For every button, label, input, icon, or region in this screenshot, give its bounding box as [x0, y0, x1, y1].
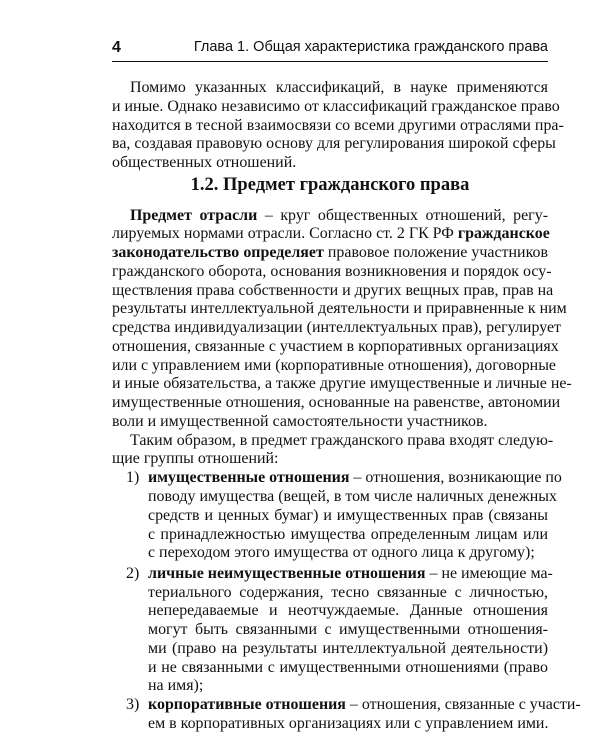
text-line: щие группы отношений:	[112, 450, 279, 468]
text-line: общественных отношений.	[112, 154, 297, 172]
term-bold: законодательство определяет	[112, 244, 324, 262]
term-bold: гражданское	[457, 225, 550, 243]
text-line: могут быть связанными с имущественными отношения-	[148, 621, 548, 639]
text-line: личные неимущественные отношения – не имеющие ма-	[148, 564, 553, 582]
text-line: ем в корпоративных организациях или с управлением ими.	[148, 715, 549, 732]
text-line: поводу имущества (вещей, в том числе наличных денежных	[148, 487, 557, 505]
text-line: законодательство определяет правовое положение участников	[112, 244, 549, 262]
text-line: непередаваемые и неотчуждаемые. Данные отношения	[148, 602, 548, 620]
text-line: на имя);	[148, 677, 204, 695]
text-line: ва, создавая правовую основу для регулирования широкой сферы	[112, 135, 556, 153]
text-line: с переходом этого имущества от одного лица к другому);	[148, 544, 535, 562]
text-line: средств и ценных бумаг) и имущественных прав (связаны	[148, 506, 548, 524]
text-line: гражданского оборота, основания возникновения и порядок осу-	[112, 262, 552, 280]
text-line: отношения, связанные с участием в корпоративных организациях	[112, 337, 559, 355]
text-line: корпоративные отношения – отношения, связанные с участи-	[148, 696, 581, 714]
text-line: с принадлежностью имущества определенным лицам или	[148, 525, 548, 543]
text-line: Таким образом, в предмет гражданского права входят следую-	[130, 431, 554, 449]
term-bold: имущественные отношения	[148, 469, 350, 487]
page-number: 4	[112, 39, 121, 56]
list-number: 2)	[126, 564, 140, 582]
text-line: воли и имущественной самостоятельности участников.	[112, 412, 488, 430]
text-line: и иные. Однако независимо от классификаций гражданское право	[112, 97, 560, 115]
list-number: 1)	[126, 469, 140, 487]
text-line: имущественные отношения, основанные на равенстве, автономии	[112, 394, 561, 412]
text-line: лируемых нормами отрасли. Согласно ст. 2 ГК РФ гражданское	[112, 225, 550, 243]
section-heading: 1.2. Предмет гражданского права	[190, 174, 470, 195]
text-line: находится в тесной взаимосвязи со всеми другими отраслями пра-	[112, 116, 564, 134]
text-line: ществления права собственности и других вещных прав, прав на	[112, 281, 554, 299]
text-line: результаты интеллектуальной деятельности и приравненные к ним	[112, 300, 567, 318]
list-number: 3)	[126, 696, 140, 714]
text-line: и не связанными с имущественными отношениями (право	[148, 658, 548, 676]
page-header	[112, 37, 548, 62]
term-bold: личные неимущественные отношения	[148, 564, 426, 582]
text-line: ми (право на результаты интеллектуальной деятельности)	[148, 639, 548, 657]
text-line: имущественные отношения – отношения, возникающие по	[148, 469, 562, 487]
term-bold: корпоративные отношения	[148, 696, 346, 714]
text-line: средства индивидуализации (интеллектуальных прав), регулирует	[112, 319, 561, 337]
text-line: Помимо указанных классификаций, в науке применяются	[130, 79, 548, 96]
text-line: териального содержания, тесно связанные с личностью,	[148, 583, 548, 601]
term-bold: Предмет отрасли	[130, 206, 258, 224]
text-line: или с управлением ими (корпоративные отношения), договорные	[112, 356, 556, 374]
text-line: Предмет отрасли – круг общественных отношений, регу-	[130, 206, 548, 224]
running-title: Глава 1. Общая характеристика гражданского права	[193, 39, 548, 55]
text-line: и иные обязательства, а также другие имущественные и личные не-	[112, 375, 572, 393]
